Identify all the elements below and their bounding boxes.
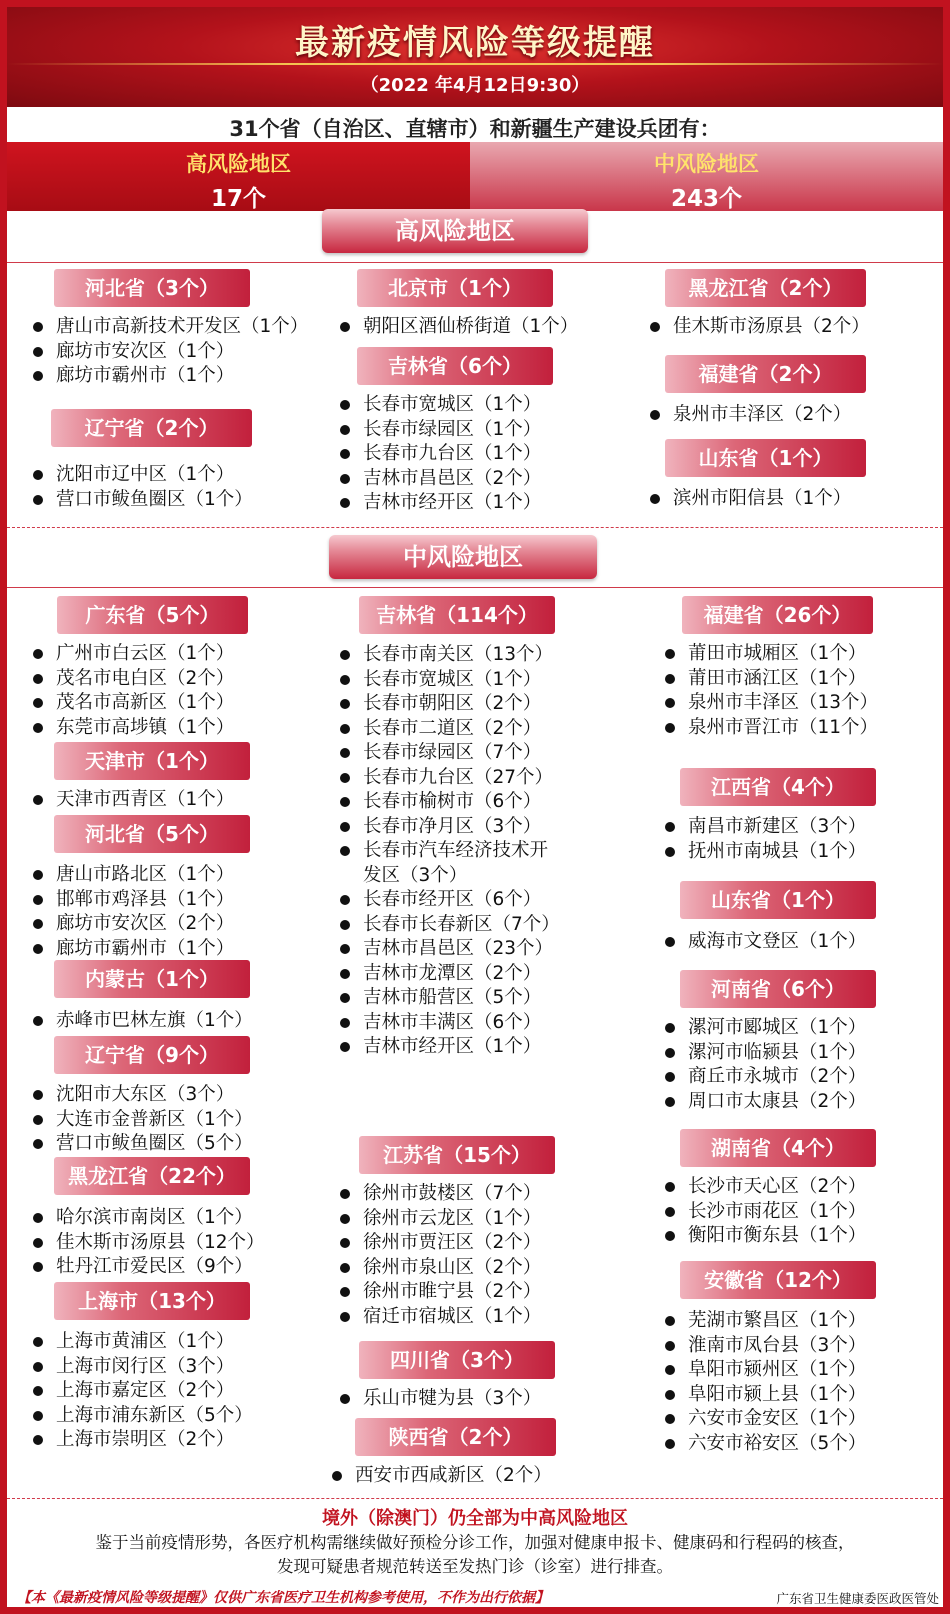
mid-group-title: 河北省（5个）: [54, 815, 250, 853]
list-item: 泉州市丰泽区（13个）: [662, 691, 878, 716]
list-item: 长春市宽城区（1个）: [337, 393, 541, 418]
high-group-title: 福建省（2个）: [665, 355, 866, 393]
list-item: 长春市长春新区（7个）: [337, 913, 562, 938]
list-item: 西安市西咸新区（2个）: [329, 1464, 552, 1489]
list-item: 长春市经开区（6个）: [337, 888, 562, 913]
list-item: 长春市净月区（3个）: [337, 815, 562, 840]
list-item: 哈尔滨市南岗区（1个）: [30, 1206, 265, 1231]
list-item: 长春市绿园区（7个）: [337, 741, 562, 766]
disclaimer: 【本《最新疫情风险等级提醒》仅供广东省医疗卫生机构参考使用，不作为出行依据】: [17, 1590, 549, 1606]
mid-group-list: [337, 1387, 541, 1412]
high-group-list: [30, 315, 308, 389]
mid-group-title: 福建省（26个）: [682, 596, 873, 634]
list-item: 茂名市高新区（1个）: [30, 691, 234, 716]
mid-group-title: 广东省（5个）: [57, 596, 248, 634]
list-item: 徐州市睢宁县（2个）: [337, 1280, 541, 1305]
list-item: 周口市太康县（2个）: [662, 1090, 866, 1115]
list-item: 莆田市城厢区（1个）: [662, 642, 878, 667]
mid-risk-section-title: 中风险地区: [329, 535, 597, 579]
list-item: 吉林市昌邑区（2个）: [337, 467, 541, 492]
list-item: 吉林市龙潭区（2个）: [337, 962, 562, 987]
high-group-title: 辽宁省（2个）: [51, 409, 252, 447]
mid-group-list: [329, 1464, 552, 1489]
list-item: 阜阳市颍上县（1个）: [662, 1383, 866, 1408]
list-item: 上海市崇明区（2个）: [30, 1428, 253, 1453]
list-item: 泉州市丰泽区（2个）: [647, 403, 851, 428]
high-group-list: [337, 393, 541, 516]
list-item: 芜湖市繁昌区（1个）: [662, 1309, 866, 1334]
list-item: 泉州市晋江市（11个）: [662, 716, 878, 741]
summary-mid-label: 中风险地区: [654, 152, 759, 176]
high-group-title: 山东省（1个）: [665, 439, 866, 477]
mid-group-list: [30, 788, 234, 813]
list-item: 牡丹江市爱民区（9个）: [30, 1255, 265, 1280]
publish-date: （2022 年4月12日9:30）: [360, 75, 590, 96]
mid-group-title: 江苏省（15个）: [359, 1136, 555, 1174]
list-item: 茂名市电白区（2个）: [30, 667, 234, 692]
list-item: 佳木斯市汤原县（2个）: [647, 315, 870, 340]
mid-group-list: [337, 1182, 541, 1329]
list-item: 沈阳市辽中区（1个）: [30, 463, 253, 488]
high-group-title: 黑龙江省（2个）: [665, 269, 866, 307]
list-item: 滨州市阳信县（1个）: [647, 487, 851, 512]
list-item: 廊坊市安次区（1个）: [30, 340, 308, 365]
high-group-title: 北京市（1个）: [357, 269, 553, 307]
high-group-list: [647, 403, 851, 428]
footer-divider: [7, 1498, 943, 1499]
mid-group-list: [30, 642, 234, 740]
list-item: 宿迁市宿城区（1个）: [337, 1305, 541, 1330]
list-item: 长春市九台区（27个）: [337, 766, 562, 791]
list-item: 上海市浦东新区（5个）: [30, 1404, 253, 1429]
list-item: 长春市南关区（13个）: [337, 643, 562, 668]
mid-group-list: [30, 1206, 265, 1280]
list-item: 吉林市经开区（1个）: [337, 491, 541, 516]
mid-group-title: 上海市（13个）: [54, 1282, 250, 1320]
list-item: 长春市绿园区（1个）: [337, 418, 541, 443]
mid-group-list: [662, 1016, 866, 1114]
mid-risk-top-divider: [7, 527, 943, 528]
header-banner: [7, 7, 943, 107]
mid-group-list: [662, 815, 866, 864]
mid-group-title: 江西省（4个）: [680, 768, 876, 806]
list-item: 六安市金安区（1个）: [662, 1407, 866, 1432]
list-item: 上海市黄浦区（1个）: [30, 1330, 253, 1355]
summary-mid-risk: [470, 142, 943, 211]
mid-group-title: 四川省（3个）: [359, 1341, 555, 1379]
high-group-list: [647, 487, 851, 512]
list-item: 衡阳市衡东县（1个）: [662, 1224, 866, 1249]
list-item: 漯河市临颍县（1个）: [662, 1041, 866, 1066]
list-item: 莆田市涵江区（1个）: [662, 667, 878, 692]
list-item: 徐州市云龙区（1个）: [337, 1207, 541, 1232]
list-item: 营口市鲅鱼圈区（1个）: [30, 488, 253, 513]
list-item: 广州市白云区（1个）: [30, 642, 234, 667]
list-item: 商丘市永城市（2个）: [662, 1065, 866, 1090]
list-item: 佳木斯市汤原县（12个）: [30, 1231, 265, 1256]
overseas-notice: 境外（除澳门）仍全部为中高风险地区: [322, 1508, 628, 1529]
mid-group-list: [30, 1083, 253, 1157]
list-item: 长沙市天心区（2个）: [662, 1175, 866, 1200]
advisory-line-2: 发现可疑患者规范转送至发热门诊（诊室）进行排查。: [277, 1557, 673, 1576]
mid-group-title: 安徽省（12个）: [680, 1261, 876, 1299]
list-item: 漯河市郾城区（1个）: [662, 1016, 866, 1041]
summary-high-risk: [7, 142, 470, 211]
list-item: 乐山市犍为县（3个）: [337, 1387, 541, 1412]
list-item: 朝阳区酒仙桥街道（1个）: [337, 315, 578, 340]
list-item: 廊坊市霸州市（1个）: [30, 364, 308, 389]
list-item: 阜阳市颍州区（1个）: [662, 1358, 866, 1383]
list-item: 长春市九台区（1个）: [337, 442, 541, 467]
mid-group-title: 天津市（1个）: [54, 742, 250, 780]
high-risk-section-title: 高风险地区: [322, 209, 588, 253]
list-item: 邯郸市鸡泽县（1个）: [30, 888, 234, 913]
summary-mid-count: 243个: [670, 186, 742, 212]
mid-group-list: [30, 1330, 253, 1453]
mid-group-title: 河南省（6个）: [680, 970, 876, 1008]
high-group-list: [647, 315, 870, 340]
list-item: 长春市汽车经济技术开发区（3个）: [337, 839, 562, 888]
header-gold-rule: [7, 63, 943, 65]
mid-group-list: [337, 643, 562, 1060]
mid-group-title: 湖南省（4个）: [680, 1129, 876, 1167]
mid-group-list: [662, 642, 878, 740]
mid-group-title: 陕西省（2个）: [355, 1418, 556, 1456]
list-item: 唐山市路北区（1个）: [30, 863, 234, 888]
mid-group-list: [662, 1309, 866, 1456]
list-item: 徐州市贾汪区（2个）: [337, 1231, 541, 1256]
list-item: 廊坊市霸州市（1个）: [30, 937, 234, 962]
issuing-organization: 广东省卫生健康委医政医管处: [776, 1591, 939, 1606]
list-item: 吉林市丰满区（6个）: [337, 1011, 562, 1036]
list-item: 东莞市高埗镇（1个）: [30, 716, 234, 741]
list-item: 大连市金普新区（1个）: [30, 1108, 253, 1133]
high-group-list: [337, 315, 578, 340]
mid-group-title: 内蒙古（1个）: [54, 960, 250, 998]
list-item: 吉林市经开区（1个）: [337, 1035, 562, 1060]
list-item: 天津市西青区（1个）: [30, 788, 234, 813]
mid-risk-header-divider: [7, 587, 943, 588]
list-item: 长春市朝阳区（2个）: [337, 692, 562, 717]
list-item: 长春市二道区（2个）: [337, 717, 562, 742]
list-item: 徐州市泉山区（2个）: [337, 1256, 541, 1281]
high-group-list: [30, 463, 253, 512]
advisory-line-1: 鉴于当前疫情形势，各医疗机构需继续做好预检分诊工作，加强对健康申报卡、健康码和行程码的核查，: [95, 1533, 855, 1552]
high-risk-top-divider: [7, 262, 943, 263]
list-item: 淮南市凤台县（3个）: [662, 1334, 866, 1359]
list-item: 上海市闵行区（3个）: [30, 1355, 253, 1380]
list-item: 吉林市船营区（5个）: [337, 986, 562, 1011]
mid-group-title: 吉林省（114个）: [359, 596, 555, 634]
summary-high-count: 17个: [210, 186, 266, 212]
list-item: 抚州市南城县（1个）: [662, 840, 866, 865]
scope-subtitle: 31个省（自治区、直辖市）和新疆生产建设兵团有：: [229, 117, 721, 141]
high-group-title: 吉林省（6个）: [357, 347, 553, 385]
summary-high-label: 高风险地区: [186, 152, 291, 176]
list-item: 威海市文登区（1个）: [662, 930, 866, 955]
list-item: 吉林市昌邑区（23个）: [337, 937, 562, 962]
list-item: 长沙市雨花区（1个）: [662, 1200, 866, 1225]
list-item: 唐山市高新技术开发区（1个）: [30, 315, 308, 340]
list-item: 廊坊市安次区（2个）: [30, 912, 234, 937]
mid-group-title: 辽宁省（9个）: [54, 1036, 250, 1074]
mid-group-title: 黑龙江省（22个）: [54, 1157, 250, 1195]
mid-group-title: 山东省（1个）: [680, 881, 876, 919]
list-item: 上海市嘉定区（2个）: [30, 1379, 253, 1404]
list-item: 长春市宽城区（1个）: [337, 668, 562, 693]
list-item: 南昌市新建区（3个）: [662, 815, 866, 840]
list-item: 营口市鲅鱼圈区（5个）: [30, 1132, 253, 1157]
list-item: 赤峰市巴林左旗（1个）: [30, 1009, 253, 1034]
list-item: 沈阳市大东区（3个）: [30, 1083, 253, 1108]
mid-group-list: [662, 930, 866, 955]
list-item: 长春市榆树市（6个）: [337, 790, 562, 815]
mid-group-list: [662, 1175, 866, 1249]
high-group-title: 河北省（3个）: [54, 269, 250, 307]
list-item: 徐州市鼓楼区（7个）: [337, 1182, 541, 1207]
page-title: 最新疫情风险等级提醒: [295, 23, 655, 63]
advisory-note: [27, 1531, 923, 1579]
list-item: 六安市裕安区（5个）: [662, 1432, 866, 1457]
mid-group-list: [30, 1009, 253, 1034]
mid-group-list: [30, 863, 234, 961]
